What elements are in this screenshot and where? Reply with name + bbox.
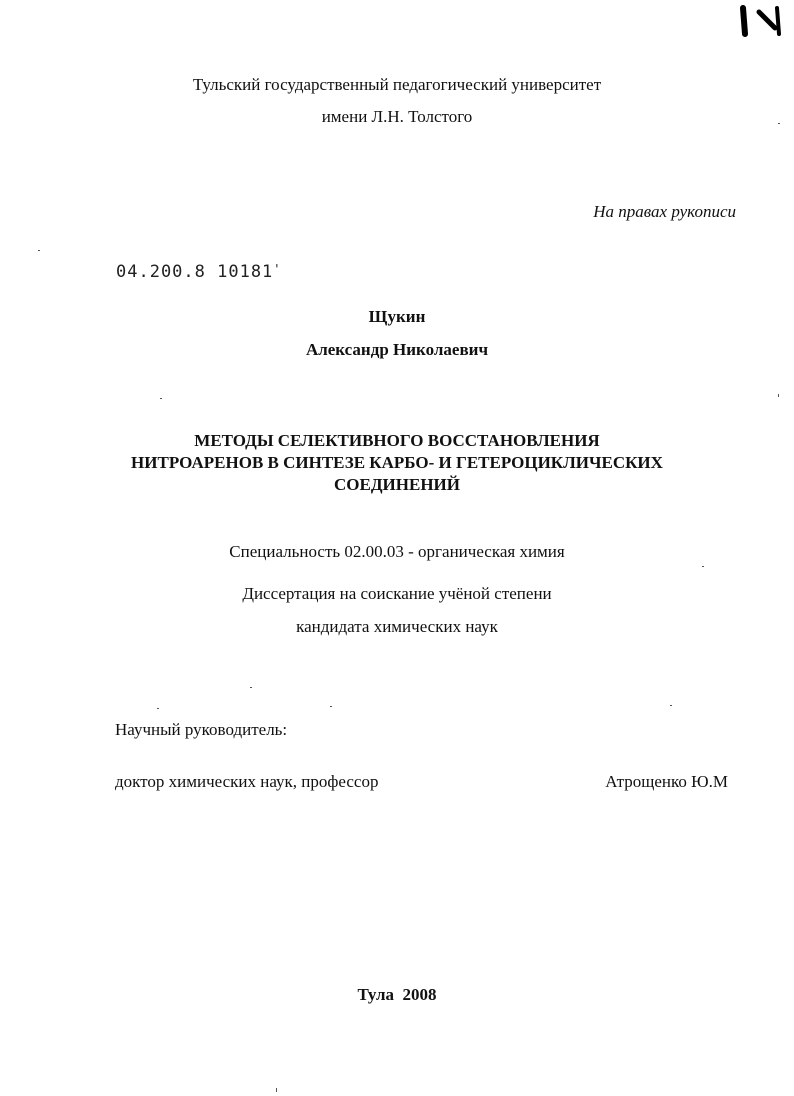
dissertation-degree-line1: Диссертация на соискание учёной степени bbox=[242, 584, 552, 603]
university-name: Тульский государственный педагогический университет bbox=[192, 75, 602, 94]
handwritten-corner-mark bbox=[735, 2, 785, 38]
supervisor-degree: доктор химических наук, профессор bbox=[115, 772, 379, 791]
scan-speck bbox=[778, 394, 779, 397]
author-name-patronymic: Александр Николаевич bbox=[305, 340, 489, 359]
scan-speck bbox=[160, 398, 162, 399]
title-line: НИТРОАРЕНОВ В СИНТЕЗЕ КАРБО- И ГЕТЕРОЦИКЛИЧЕСКИХ bbox=[131, 453, 663, 472]
registration-stamp-number: 04.200.8 10181 bbox=[116, 262, 274, 282]
title-line: МЕТОДЫ СЕЛЕКТИВНОГО ВОССТАНОВЛЕНИЯ bbox=[194, 431, 600, 450]
registration-stamp bbox=[116, 262, 282, 282]
author-surname: Щукин bbox=[368, 307, 426, 326]
stamp-tick: ' bbox=[273, 262, 282, 276]
scan-speck bbox=[38, 250, 40, 251]
scan-speck bbox=[702, 566, 704, 567]
scan-speck bbox=[670, 705, 672, 706]
supervisor-name: Атрощенко Ю.М bbox=[605, 772, 728, 791]
scan-speck bbox=[276, 1088, 277, 1092]
supervisor-label: Научный руководитель: bbox=[115, 720, 288, 739]
title-line: СОЕДИНЕНИЙ bbox=[334, 475, 460, 494]
scan-speck bbox=[330, 706, 332, 707]
university-honorific: имени Л.Н. Толстого bbox=[321, 107, 473, 126]
dissertation-title bbox=[0, 430, 794, 496]
specialty: Специальность 02.00.03 - органическая химия bbox=[229, 542, 565, 561]
scan-speck bbox=[157, 708, 159, 709]
manuscript-note: На правах рукописи bbox=[593, 202, 736, 221]
place-year: Тула 2008 bbox=[357, 985, 437, 1004]
scan-speck bbox=[250, 687, 252, 688]
dissertation-degree-line2: кандидата химических наук bbox=[296, 617, 498, 636]
